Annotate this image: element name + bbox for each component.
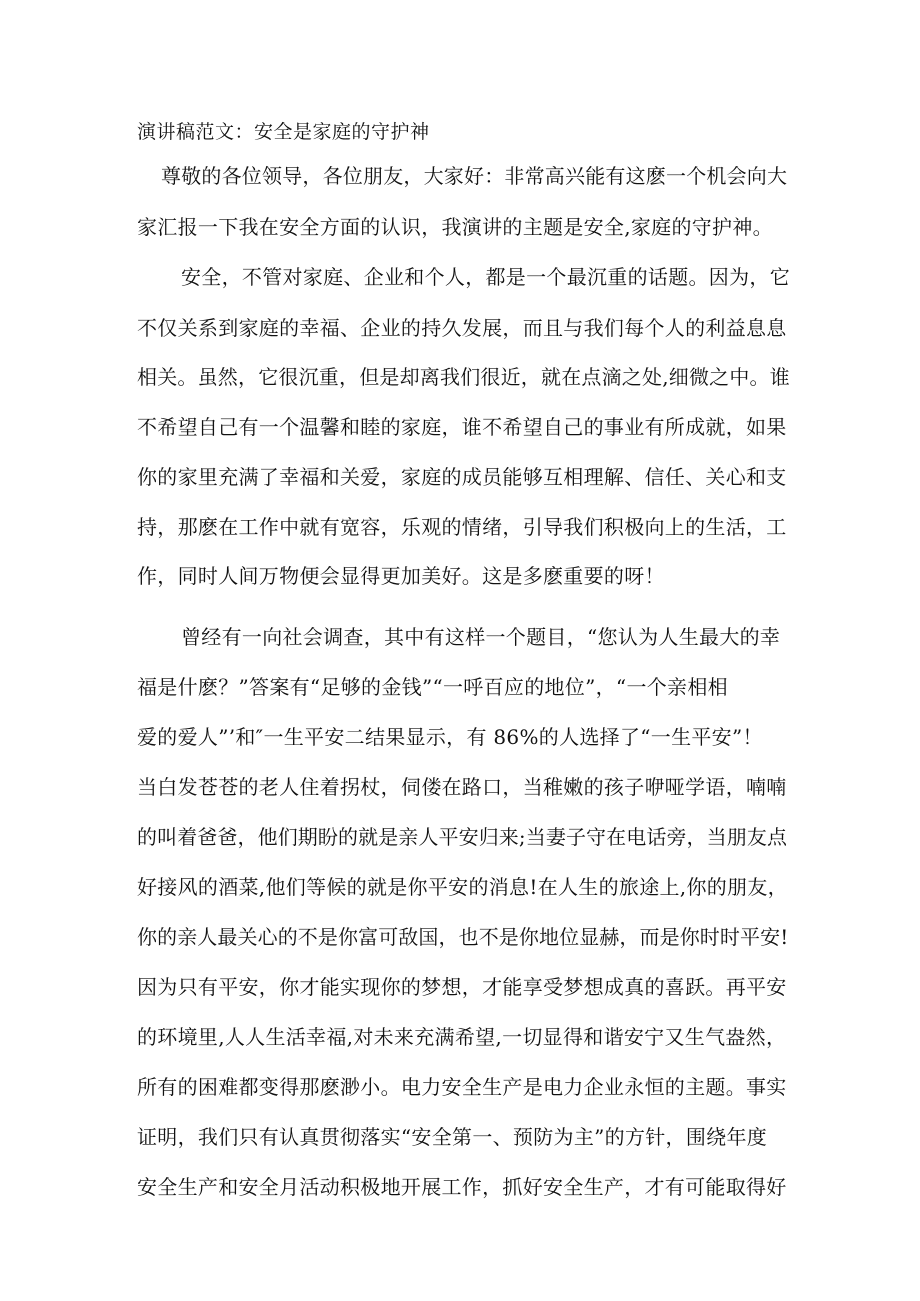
paragraph-3-line-9: 的环境里,人人生活幸福,对未来充满希望,一切显得和谐安宁又生气盎然，: [137, 1025, 787, 1049]
paragraph-2-line-7: 作，同时人间万物便会显得更加美好。这是多麽重要的呀！: [137, 564, 665, 588]
paragraph-3-line-1: 曾经有一向社会调查，其中有这样一个题目，“您认为人生最大的幸: [181, 625, 781, 649]
paragraph-3-line-3: 爱的爱人”’和″一生平安二结果显示，有 86%的人选择了“一生平安”！: [137, 725, 763, 749]
paragraph-3-line-6: 好接风的酒菜,他们等候的就是你平安的消息!在人生的旅途上,你的朋友，: [137, 875, 788, 899]
paragraph-3-line-5: 的叫着爸爸，他们期盼的就是亲人平安归来;当妻子守在电话旁，当朋友点: [137, 825, 788, 849]
paragraph-3-line-10: 所有的困难都变得那麽渺小。电力安全生产是电力企业永恒的主题。事实: [137, 1075, 787, 1099]
paragraph-2-line-4: 不希望自己有一个温馨和睦的家庭，谁不希望自己的事业有所成就，如果: [137, 415, 787, 439]
paragraph-2-line-1: 安全，不管对家庭、企业和个人，都是一个最沉重的话题。因为，它: [181, 265, 790, 289]
paragraph-3-line-8: 因为只有平安，你才能实现你的梦想，才能享受梦想成真的喜跃。再平安: [137, 975, 787, 999]
paragraph-3-line-12: 安全生产和安全月活动积极地开展工作，抓好安全生产，才有可能取得好: [137, 1175, 787, 1199]
paragraph-1-line-1: 尊敬的各位领导，各位朋友，大家好：非常高兴能有这麽一个机会向大: [161, 164, 788, 188]
paragraph-3-line-11: 证明，我们只有认真贯彻落实“安全第一、预防为主”的方针，围绕年度: [137, 1125, 768, 1149]
document-title: 演讲稿范文：安全是家庭的守护神: [137, 121, 430, 143]
paragraph-2-line-5: 你的家里充满了幸福和关爱，家庭的成员能够互相理解、信任、关心和支: [137, 465, 787, 489]
paragraph-3-line-2: 福是什麽？”答案有“足够的金钱”“一呼百应的地位”，“一个亲相相: [137, 675, 728, 699]
paragraph-3-line-7: 你的亲人最关心的不是你富可敌国，也不是你地位显赫，而是你时时平安!: [137, 925, 789, 949]
paragraph-2-line-2: 不仅关系到家庭的幸福、企业的持久发展，而且与我们每个人的利益息息: [137, 316, 787, 340]
paragraph-1-line-2: 家汇报一下我在安全方面的认识，我演讲的主题是安全,家庭的守护神。: [137, 215, 773, 239]
paragraph-2-line-3: 相关。虽然，它很沉重，但是却离我们很近，就在点滴之处,细微之中。谁: [137, 365, 790, 389]
paragraph-2-line-6: 持，那麽在工作中就有宽容，乐观的情绪，引导我们积极向上的生活，工: [137, 515, 787, 539]
paragraph-3-line-4: 当白发苍苍的老人住着拐杖，伺偻在路口，当稚嫩的孩子咿哑学语，喃喃: [137, 775, 787, 799]
